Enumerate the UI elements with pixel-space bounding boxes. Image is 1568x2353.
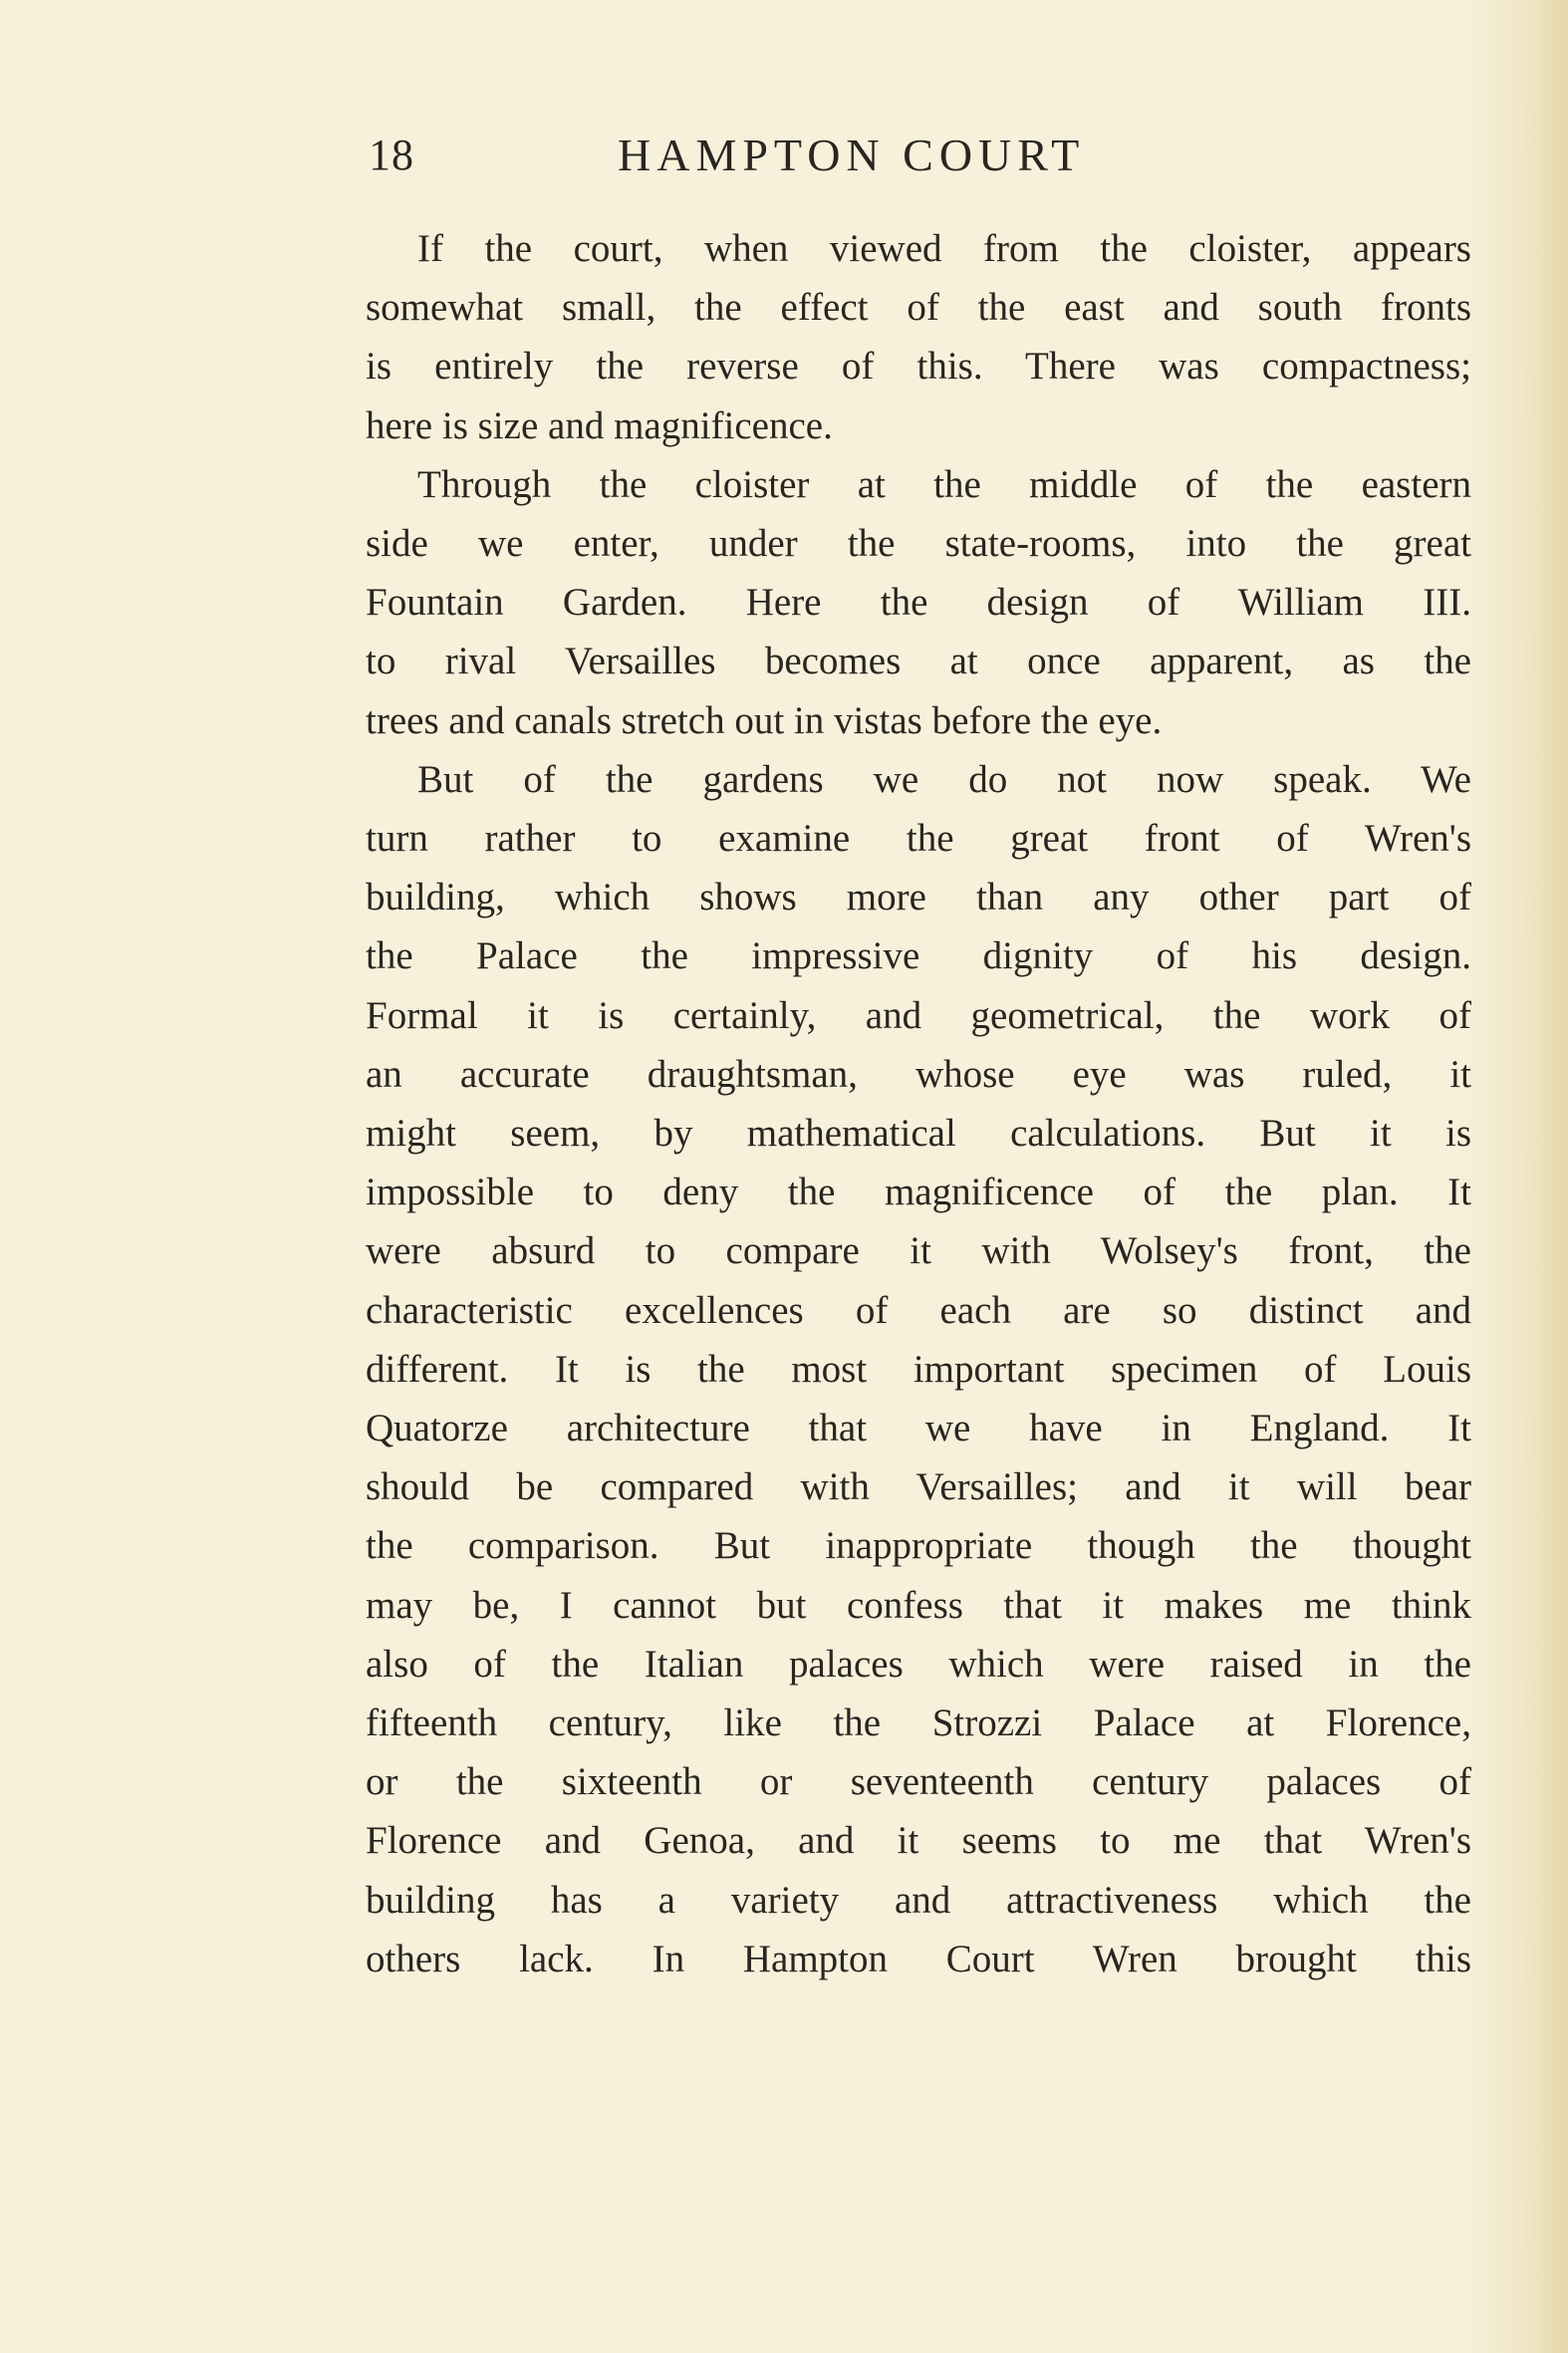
text-line: the Palace the impressive dignity of his design. — [366, 934, 1471, 978]
text-line: an accurate draughtsman, whose eye was ruled, it — [366, 1052, 1471, 1096]
text-line: trees and canals stretch out in vistas before the eye. — [366, 698, 1163, 742]
text-line: Florence and Genoa, and it seems to me that Wren's — [366, 1819, 1471, 1863]
paragraph-2 — [366, 455, 1471, 750]
text-line: Formal it is certainly, and geometrical, the work of — [366, 993, 1471, 1037]
text-line: Quatorze architecture that we have in England. It — [366, 1407, 1471, 1450]
text-line: Fountain Garden. Here the design of William III. — [366, 581, 1471, 625]
text-line: others lack. In Hampton Court Wren brought this — [366, 1937, 1471, 1980]
paragraph-3 — [366, 750, 1471, 1988]
text-line: side we enter, under the state-rooms, into the great — [366, 522, 1471, 566]
text-line: But of the gardens we do not now speak. We — [417, 757, 1471, 801]
text-line: should be compared with Versailles; and it will bear — [366, 1465, 1471, 1509]
text-line: If the court, when viewed from the cloister, appears — [417, 227, 1471, 270]
text-line: to rival Versailles becomes at once apparent, as the — [366, 640, 1471, 683]
text-line: Through the cloister at the middle of the eastern — [417, 462, 1471, 506]
text-line: different. It is the most important specimen of Louis — [366, 1347, 1471, 1391]
page-number: 18 — [369, 131, 414, 179]
text-line: or the sixteenth or seventeenth century palaces of — [366, 1760, 1471, 1804]
running-title: HAMPTON COURT — [618, 130, 1086, 180]
text-line: the comparison. But inappropriate though the thought — [366, 1524, 1471, 1568]
text-line: fifteenth century, like the Strozzi Palace at Florence, — [366, 1701, 1471, 1745]
body-text — [366, 219, 1471, 1988]
text-line: were absurd to compare it with Wolsey's front, the — [366, 1229, 1471, 1273]
running-head — [369, 126, 1474, 195]
text-line: characteristic excellences of each are so distinct and — [366, 1288, 1471, 1332]
text-line: building has a variety and attractiveness which the — [366, 1878, 1471, 1922]
text-line: might seem, by mathematical calculations. But it is — [366, 1112, 1471, 1156]
text-line: impossible to deny the magnificence of the plan. It — [366, 1171, 1471, 1214]
text-line: somewhat small, the effect of the east and south fronts — [366, 286, 1471, 330]
paragraph-1 — [366, 219, 1471, 455]
text-line: also of the Italian palaces which were raised in the — [366, 1642, 1471, 1686]
text-line: building, which shows more than any other part of — [366, 876, 1471, 919]
text-line: is entirely the reverse of this. There was compactness; — [366, 345, 1471, 389]
text-line: here is size and magnificence. — [366, 403, 833, 447]
text-line: may be, I cannot but confess that it makes me think — [366, 1583, 1471, 1627]
text-line: turn rather to examine the great front of Wren's — [366, 817, 1471, 861]
